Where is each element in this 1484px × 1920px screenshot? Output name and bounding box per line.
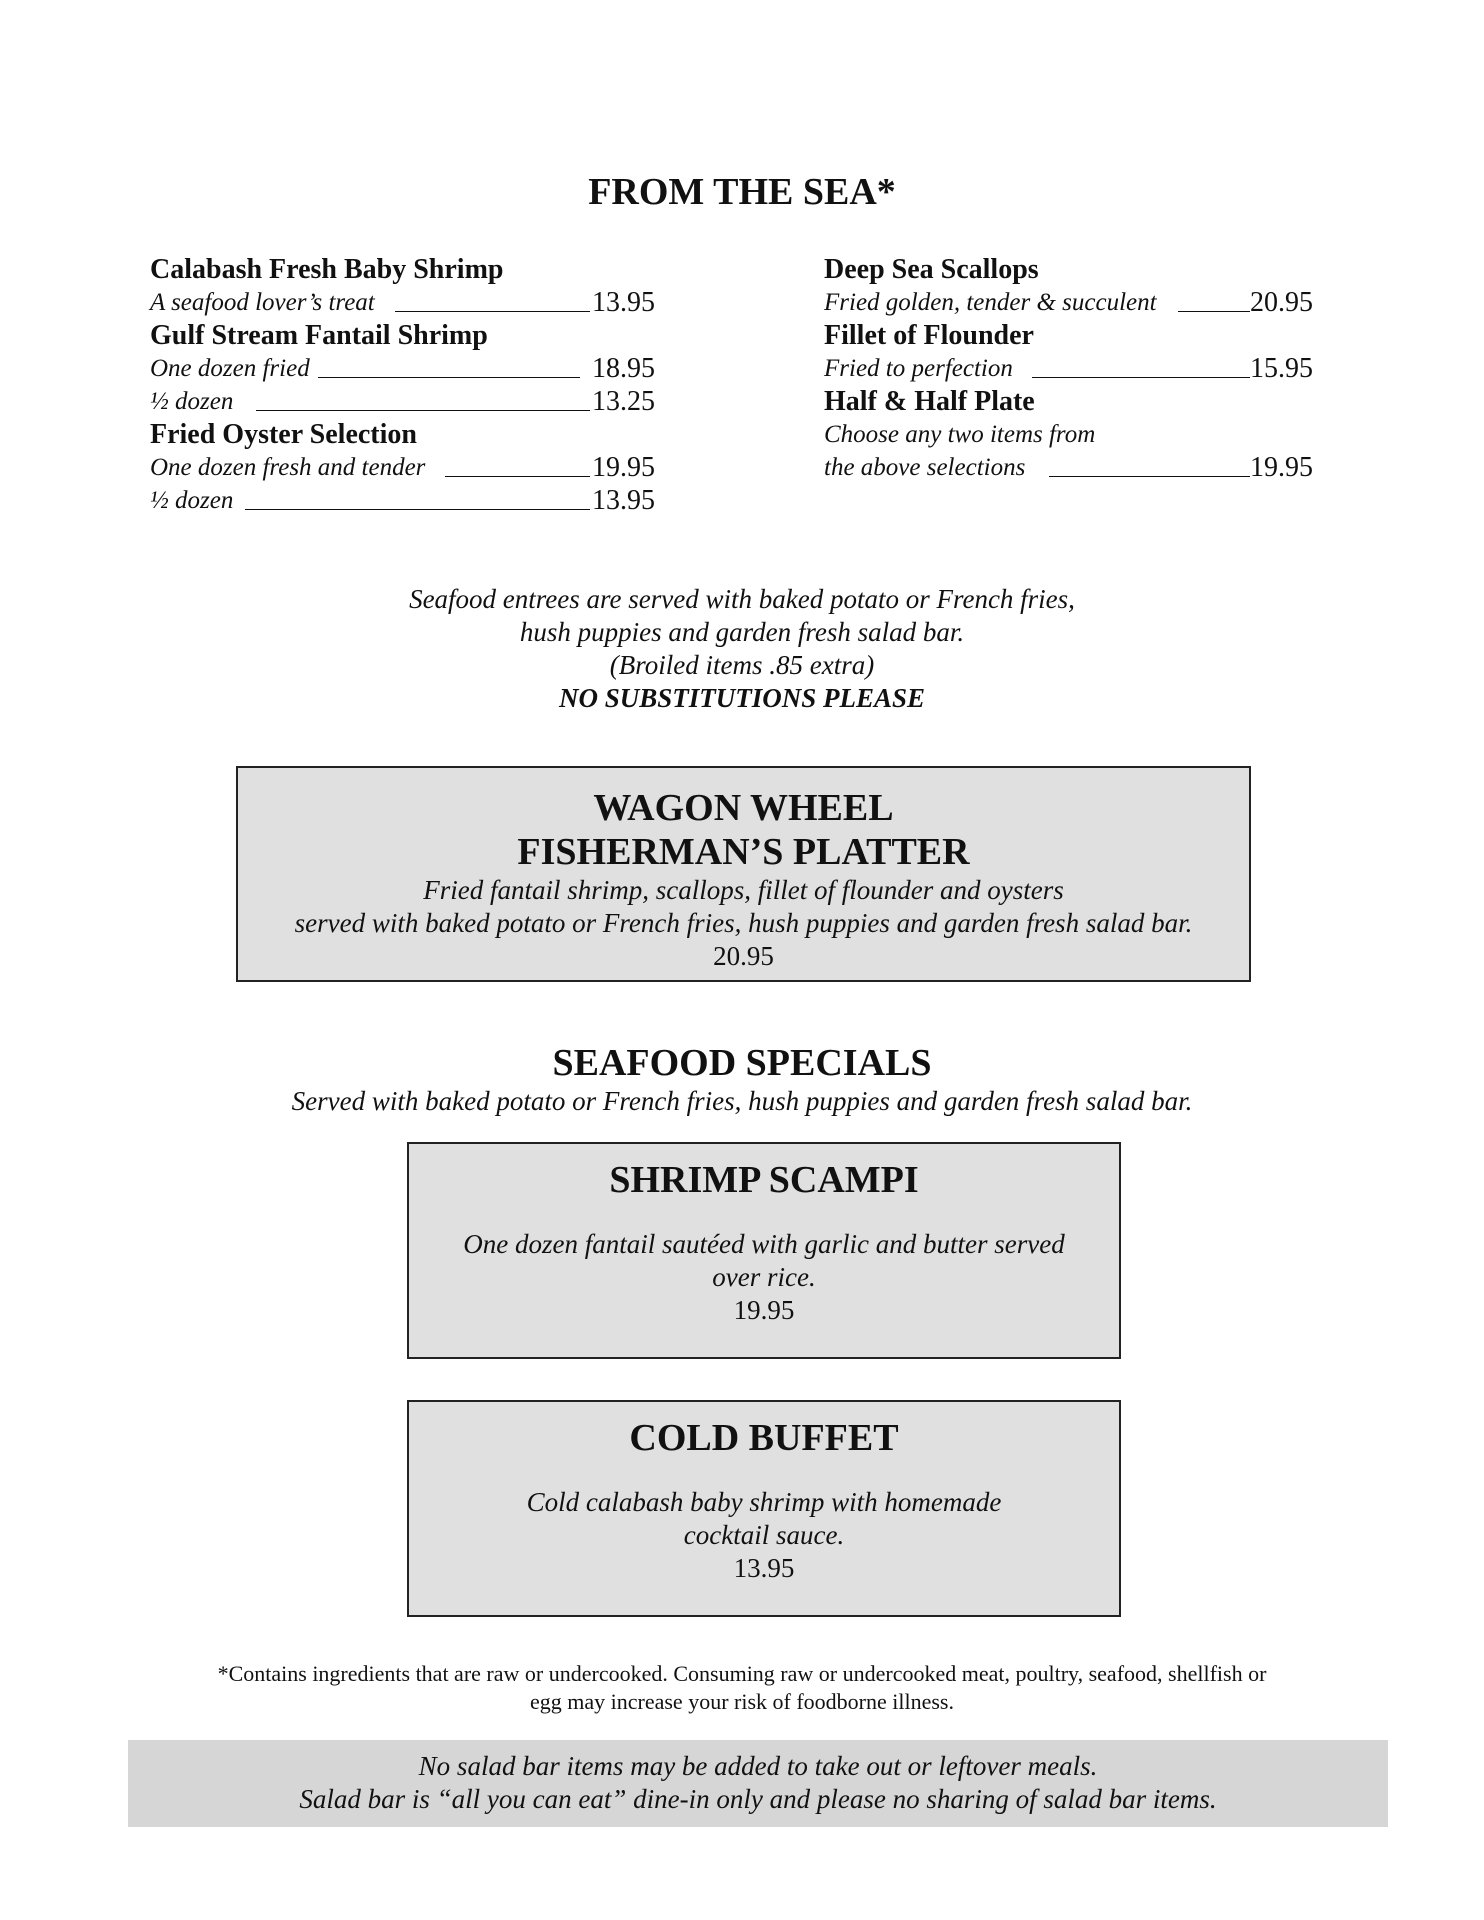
item-desc: ½ dozen bbox=[150, 388, 234, 415]
item-line bbox=[150, 451, 655, 484]
note-line: hush puppies and garden fresh salad bar. bbox=[519, 617, 965, 647]
item-desc: the above selections bbox=[824, 454, 1026, 481]
buffet-price: 13.95 bbox=[733, 1553, 795, 1583]
disclaimer-line: *Contains ingredients that are raw or undercooked. Consuming raw or undercooked meat, poultry, seafood, shellfish or bbox=[217, 1661, 1267, 1686]
leader-line bbox=[318, 377, 580, 378]
scampi-desc: One dozen fantail sautéed with garlic and butter served bbox=[463, 1229, 1065, 1259]
leader-line bbox=[245, 509, 590, 510]
scampi-price: 19.95 bbox=[733, 1295, 795, 1325]
item-desc: One dozen fresh and tender bbox=[150, 454, 426, 481]
platter-title: WAGON WHEEL bbox=[593, 787, 894, 829]
policy-line: No salad bar items may be added to take out or leftover meals. bbox=[418, 1751, 1098, 1781]
item-desc: Fried golden, tender & succulent bbox=[824, 289, 1157, 316]
policy-line: Salad bar is “all you can eat” dine-in only and please no sharing of salad bar items. bbox=[299, 1784, 1217, 1814]
right-menu-column bbox=[824, 253, 1319, 484]
platter-desc: Fried fantail shrimp, scallops, fillet of flounder and oysters bbox=[423, 875, 1064, 905]
item-price: 18.95 bbox=[592, 353, 655, 384]
note-line: (Broiled items .85 extra) bbox=[609, 650, 875, 680]
platter-title: FISHERMAN’S PLATTER bbox=[517, 831, 970, 873]
platter-box bbox=[236, 766, 1251, 982]
item-line bbox=[824, 352, 1319, 385]
scampi-box bbox=[407, 1142, 1121, 1359]
disclaimer-line: egg may increase your risk of foodborne illness. bbox=[530, 1689, 954, 1714]
item-name: Deep Sea Scallops bbox=[824, 254, 1039, 285]
leader-line bbox=[1049, 476, 1250, 477]
spacer bbox=[409, 1202, 1119, 1228]
no-substitutions-note: NO SUBSTITUTIONS PLEASE bbox=[558, 683, 926, 713]
leader-line bbox=[256, 410, 590, 411]
item-desc: Choose any two items from bbox=[824, 421, 1096, 448]
leader-line bbox=[1032, 377, 1250, 378]
item-price: 20.95 bbox=[1250, 287, 1313, 318]
item-name: Gulf Stream Fantail Shrimp bbox=[150, 320, 488, 351]
platter-price: 20.95 bbox=[713, 941, 774, 971]
item-name: Half & Half Plate bbox=[824, 386, 1035, 417]
item-desc: One dozen fried bbox=[150, 355, 310, 382]
item-line bbox=[150, 385, 655, 418]
item-line bbox=[150, 352, 655, 385]
spacer bbox=[409, 1460, 1119, 1486]
item-name: Calabash Fresh Baby Shrimp bbox=[150, 254, 504, 285]
item-price: 15.95 bbox=[1250, 353, 1313, 384]
buffet-desc: cocktail sauce. bbox=[683, 1520, 845, 1550]
specials-title: SEAFOOD SPECIALS bbox=[552, 1042, 932, 1084]
leader-line bbox=[445, 476, 590, 477]
item-line bbox=[824, 418, 1319, 451]
note-line: Seafood entrees are served with baked potato or French fries, bbox=[409, 584, 1075, 614]
item-desc: Fried to perfection bbox=[824, 355, 1013, 382]
item-name: Fillet of Flounder bbox=[824, 320, 1034, 351]
item-desc: A seafood lover’s treat bbox=[150, 289, 375, 316]
item-price: 13.25 bbox=[592, 386, 655, 417]
item-price: 19.95 bbox=[1250, 452, 1313, 483]
scampi-desc: over rice. bbox=[712, 1262, 816, 1292]
buffet-desc: Cold calabash baby shrimp with homemade bbox=[526, 1487, 1002, 1517]
salad-bar-policy bbox=[128, 1740, 1388, 1827]
raw-food-disclaimer bbox=[150, 1660, 1334, 1716]
item-desc: ½ dozen bbox=[150, 487, 234, 514]
menu-title: FROM THE SEA* bbox=[588, 171, 896, 213]
leader-line bbox=[395, 311, 590, 312]
platter-desc: served with baked potato or French fries, hush puppies and garden fresh salad bar. bbox=[294, 908, 1193, 938]
item-line bbox=[150, 286, 655, 319]
entree-note bbox=[0, 583, 1484, 715]
item-price: 19.95 bbox=[592, 452, 655, 483]
buffet-title: COLD BUFFET bbox=[629, 1417, 899, 1459]
item-price: 13.95 bbox=[592, 287, 655, 318]
buffet-box bbox=[407, 1400, 1121, 1617]
scampi-title: SHRIMP SCAMPI bbox=[609, 1159, 919, 1201]
leader-line bbox=[1178, 311, 1250, 312]
item-name: Fried Oyster Selection bbox=[150, 419, 417, 450]
specials-subtitle: Served with baked potato or French fries, hush puppies and garden fresh salad bar. bbox=[291, 1086, 1193, 1116]
left-menu-column bbox=[150, 253, 655, 517]
item-line bbox=[824, 286, 1319, 319]
item-line bbox=[824, 451, 1319, 484]
item-price: 13.95 bbox=[592, 485, 655, 516]
item-line bbox=[150, 484, 655, 517]
